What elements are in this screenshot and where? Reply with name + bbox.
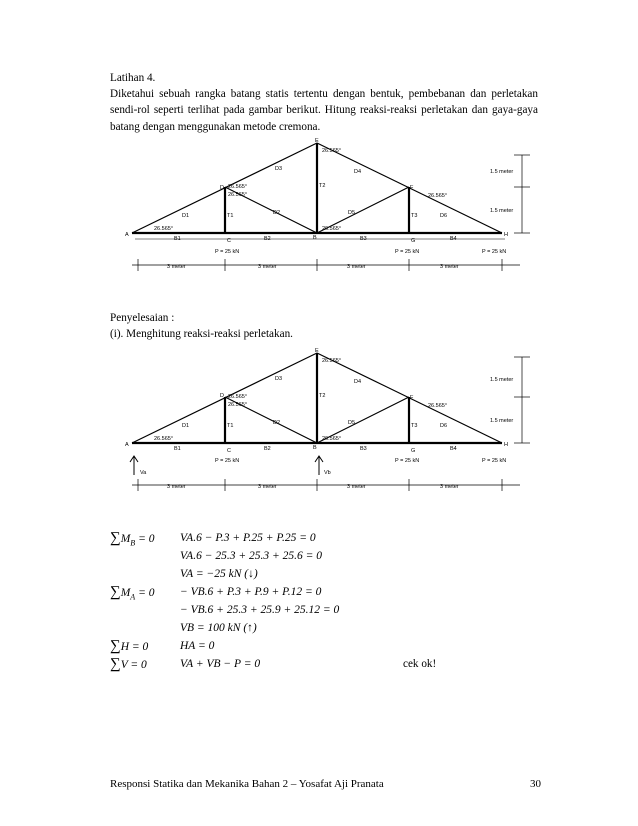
member-d5-label: D5 [348,210,356,216]
member-d3-label: D3 [275,166,283,172]
span-label: 3 meter [440,264,459,270]
sum-moment-b: $\sum M_B = 0$ [110,530,155,548]
angle-label: 26.565° [322,436,342,442]
member-d6-label: D6 [440,423,448,429]
load-label: P = 25 kN [395,458,420,464]
sum-vertical: ∑V = 0 [110,656,147,672]
reaction-va-label: Va [140,470,147,476]
node-d-label: D [220,393,224,399]
member-t3-label: T3 [411,423,418,429]
member-t1-label: T1 [227,423,234,429]
height-label: 1.5 meter [490,169,514,175]
height-label: 1.5 meter [490,377,514,383]
equation-ma-1: − VB.6 + P.3 + P.9 + P.12 = 0 [180,586,322,598]
angle-label: 26.565° [428,403,448,409]
truss-reaction-diagram [110,345,550,495]
angle-label: 26.565° [322,358,342,364]
member-b2-label: B2 [264,236,271,242]
sum-horizontal: ∑H = 0 [110,638,149,654]
member-t2-label: T2 [319,393,326,399]
truss-diagram [110,135,550,285]
member-d1-label: D1 [182,423,190,429]
member-b4-label: B4 [450,446,457,452]
equation-mb-2: VA.6 − 25.3 + 25.3 + 25.6 = 0 [180,550,322,562]
span-label: 3 meter [347,264,366,270]
node-g-label: G [411,448,416,454]
member-d5-label: D5 [348,420,356,426]
height-label: 1.5 meter [490,418,514,424]
node-c-label: C [227,448,231,454]
height-label: 1.5 meter [490,208,514,214]
member-d4-label: D4 [354,169,362,175]
node-a-label: A [125,232,129,238]
problem-text: Diketahui sebuah rangka batang statis tertentu dengan bentuk, pembebanan dan perletakan sendi-rol seperti terlihat pada gambar berikut. Hitung reaksi-reaksi perletakan dan gaya-gaya batang dengan menggunakan metode cremona. [110,88,538,133]
node-f-label: F [410,395,414,401]
load-label: P = 25 kN [215,458,240,464]
span-label: 3 meter [440,484,459,490]
member-d2-label: D2 [273,210,281,216]
node-b-label: B [313,235,317,241]
span-label: 3 meter [347,484,366,490]
exercise-heading: Latihan 4. [110,72,156,84]
node-e-label: E [315,348,319,354]
member-t1-label: T1 [227,213,234,219]
member-d3-label: D3 [275,376,283,382]
equation-ma-3: VB = 100 kN (↑) [180,622,257,634]
member-b3-label: B3 [360,446,367,452]
check-note: cek ok! [403,658,437,670]
angle-label: 26.565° [228,192,248,198]
member-b2-label: B2 [264,446,271,452]
equation-mb-3: VA = −25 kN (↓) [180,568,258,580]
member-b1-label: B1 [174,236,181,242]
member-d2-label: D2 [273,420,281,426]
angle-label: 26.565° [322,226,342,232]
angle-label: 26.565° [228,402,248,408]
load-label: P = 25 kN [482,249,507,255]
node-f-label: F [410,185,414,191]
angle-label: 26.565° [228,184,248,190]
load-label: P = 25 kN [215,249,240,255]
span-label: 3 meter [167,264,186,270]
span-label: 3 meter [258,264,277,270]
footer-title: Responsi Statika dan Mekanika Bahan 2 – Yosafat Aji Pranata [110,778,384,790]
node-h-label: H [504,232,508,238]
angle-label: 26.565° [154,226,174,232]
member-t2-label: T2 [319,183,326,189]
member-b4-label: B4 [450,236,457,242]
page-number: 30 [530,778,541,790]
node-c-label: C [227,238,231,244]
equation-ma-2: − VB.6 + 25.3 + 25.9 + 25.12 = 0 [180,604,340,616]
step-heading: (i). Menghitung reaksi-reaksi perletakan. [110,328,293,340]
load-label: P = 25 kN [395,249,420,255]
angle-label: 26.565° [322,148,342,154]
node-h-label: H [504,442,508,448]
member-t3-label: T3 [411,213,418,219]
span-label: 3 meter [258,484,277,490]
member-d1-label: D1 [182,213,190,219]
solution-heading: Penyelesaian : [110,312,175,324]
equation-mb-1: VA.6 − P.3 + P.25 + P.25 = 0 [180,532,316,544]
equation-h-1: HA = 0 [180,640,215,652]
member-b3-label: B3 [360,236,367,242]
node-g-label: G [411,238,416,244]
node-d-label: D [220,185,224,191]
load-label: P = 25 kN [482,458,507,464]
member-d4-label: D4 [354,379,362,385]
reaction-vb-label: Vb [324,470,331,476]
member-b1-label: B1 [174,446,181,452]
node-a-label: A [125,442,129,448]
node-b-label: B [313,445,317,451]
angle-label: 26.565° [154,436,174,442]
angle-label: 26.565° [228,394,248,400]
sum-moment-a: $\sum M_A = 0$ [110,584,155,602]
span-label: 3 meter [167,484,186,490]
angle-label: 26.565° [428,193,448,199]
node-e-label: E [315,138,319,144]
equation-v-1: VA + VB − P = 0 [180,658,261,670]
member-d6-label: D6 [440,213,448,219]
